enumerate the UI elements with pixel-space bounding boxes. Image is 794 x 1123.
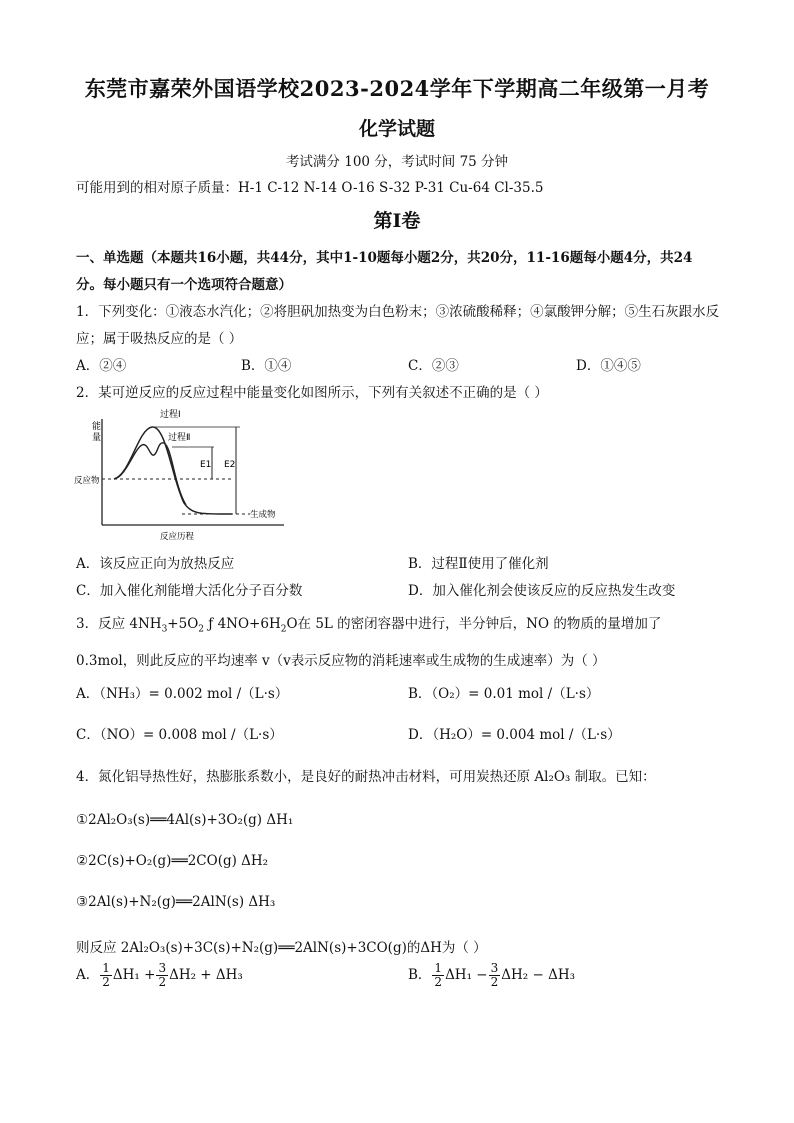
fraction: $\frac{3}{2}$ <box>490 961 499 989</box>
subject-title: 化学试题 <box>358 118 435 140</box>
fraction: $\frac{1}{2}$ <box>102 961 110 989</box>
q1-option-b: B．①④ <box>241 358 292 374</box>
q1-option-c: C．②③ <box>408 358 459 374</box>
q3-stem-line2: 0.3mol，则此反应的平均速率 v（v表示反应物的消耗速率或生成物的生成速率）为（ ） <box>76 653 606 669</box>
q4-option-b: B． $\frac{1}{2}$ ΔH₁ − $\frac{3}{2}$ ΔH₂ − ΔH₃ <box>408 961 576 989</box>
q1-stem-line1: 1．下列变化：①液态水汽化；②将胆矾加热变为白色粉末；③浓硫酸稀释；④氯酸钾分解；⑤生石灰跟水反 <box>76 304 720 320</box>
q4-stem: 4．氮化铝导热性好，热膨胀系数小，是良好的耐热冲击材料，可用炭热还原 Al₂O₃ 制取。已知： <box>76 769 656 785</box>
y-axis-label-2: 量 <box>92 433 102 443</box>
section-heading-line2: 分。每小题只有一个选项符合题意） <box>76 277 292 293</box>
q4-option-a: A． $\frac{1}{2}$ ΔH₁ + $\frac{3}{2}$ ΔH₂ + ΔH₃ <box>76 961 243 989</box>
q3-option-d: D．（H₂O）= 0.004 mol /（L·s） <box>408 727 621 743</box>
exam-title: 东莞市嘉荣外国语学校2023-2024学年下学期高二年级第一月考 <box>84 76 710 101</box>
e1-label: E1 <box>200 460 212 470</box>
q2-stem: 2．某可逆反应的反应过程中能量变化如图所示，下列有关叙述不正确的是（ ） <box>76 385 548 401</box>
q3-option-c: C．（NO）= 0.008 mol /（L·s） <box>76 727 283 743</box>
q3-option-b: B．（O₂）= 0.01 mol /（L·s） <box>408 686 600 702</box>
q4-equation-3: ③2Al(s)+N₂(g)══2AlN(s) ΔH₃ <box>76 894 276 910</box>
q1-option-a: A．②④ <box>76 358 127 374</box>
atomic-masses: 可能用到的相对原子质量：H-1 C-12 N-14 O-16 S-32 P-31 Cu-64 Cl-35.5 <box>76 180 544 196</box>
reactant-label: 反应物 <box>74 476 100 486</box>
q4-question: 则反应 2Al₂O₃(s)+3C(s)+N₂(g)══2AlN(s)+3CO(g)的ΔH为（ ） <box>76 940 487 956</box>
curve-2-label: 过程Ⅱ <box>168 433 191 443</box>
q4-equation-2: ②2C(s)+O₂(g)══2CO(g) ΔH₂ <box>76 853 269 869</box>
q2-option-a: A．该反应正向为放热反应 <box>76 556 235 572</box>
y-axis-label-1: 能 <box>92 422 102 432</box>
q3-option-a: A．（NH₃）= 0.002 mol /（L·s） <box>76 686 289 702</box>
q2-option-b: B．过程Ⅱ使用了催化剂 <box>408 556 549 572</box>
fraction: $\frac{1}{2}$ <box>434 961 443 989</box>
volume-title: 第Ⅰ卷 <box>373 210 421 232</box>
product-label: 生成物 <box>250 510 276 520</box>
energy-diagram <box>72 405 292 545</box>
q3-stem-line1: 3．反应 $4NH_3+5O_2$ ƒ $4NO+6H_2O$在 5L 的密闭容器中进行，半分钟后，NO 的物质的量增加了 <box>76 616 662 635</box>
q1-stem-line2: 应；属于吸热反应的是（ ） <box>76 331 243 347</box>
fraction: $\frac{3}{2}$ <box>158 961 167 989</box>
q2-option-c: C．加入催化剂能增大活化分子百分数 <box>76 583 303 599</box>
q4-equation-1: ①2Al₂O₃(s)══4Al(s)+3O₂(g) ΔH₁ <box>76 812 294 828</box>
e2-label: E2 <box>224 460 236 470</box>
curve-1-label: 过程Ⅰ <box>160 410 181 420</box>
q2-option-d: D．加入催化剂会使该反应的反应热发生改变 <box>408 583 676 599</box>
curve-process-2 <box>114 443 186 505</box>
x-axis-label: 反应历程 <box>160 532 195 542</box>
section-heading-line1: 一、单选题（本题共16小题，共44分，其中1-10题每小题2分，共20分，11-16题每小题4分，共24 <box>76 250 693 266</box>
exam-info: 考试满分 100 分，考试时间 75 分钟 <box>285 154 509 170</box>
q1-option-d: D．①④⑤ <box>576 358 641 374</box>
